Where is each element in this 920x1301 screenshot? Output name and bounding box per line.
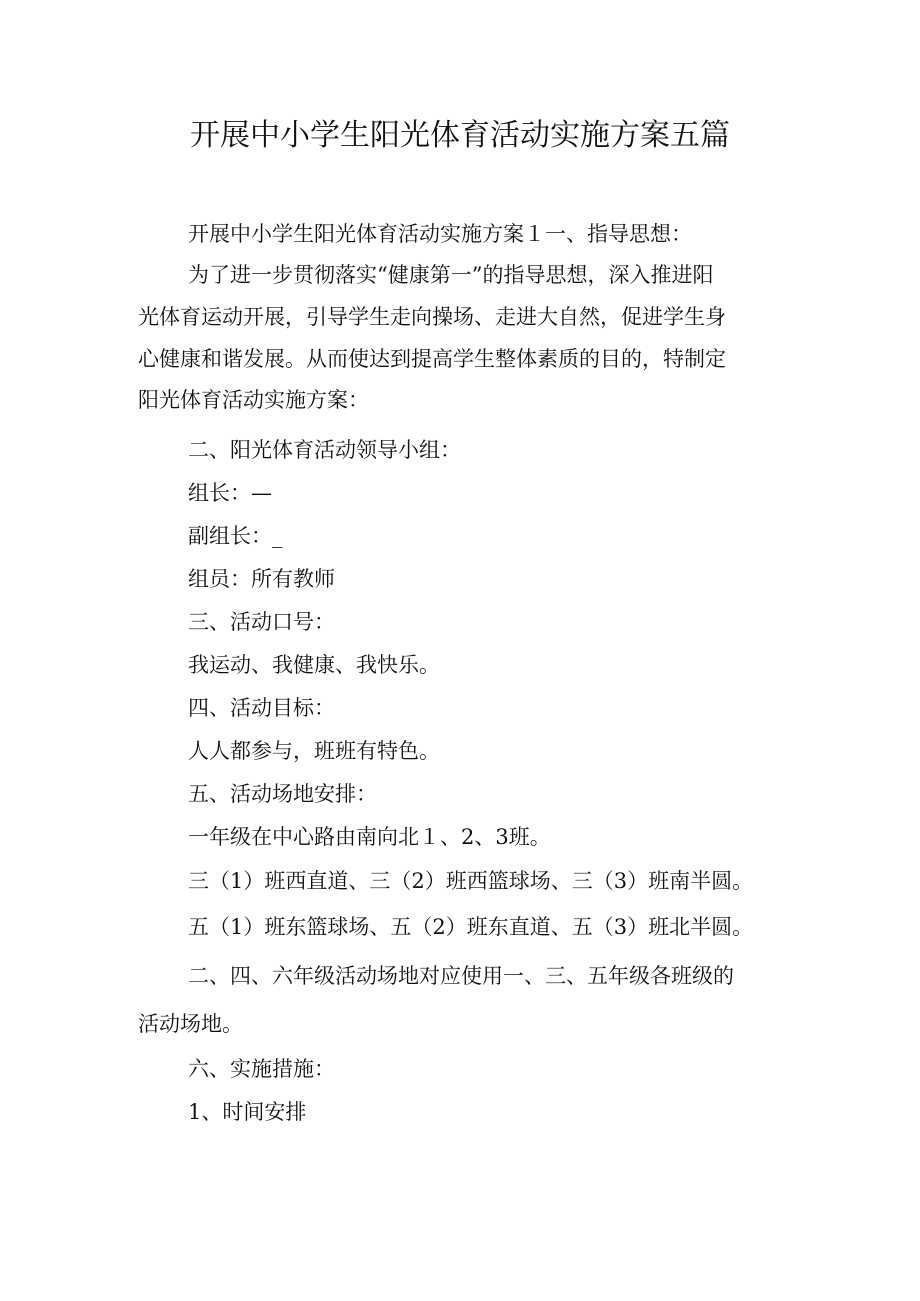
section-heading: 六、实施措施： — [188, 1057, 335, 1081]
document-title: 开展中小学生阳光体育活动实施方案五篇 — [190, 118, 730, 153]
paragraph-line: 为了进一步贯彻落实“健康第一”的指导思想，深入推进阳 — [188, 263, 714, 287]
paragraph-line: 心健康和谐发展。从而使达到提高学生整体素质的目的，特制定 — [138, 347, 726, 371]
section-heading: 三、活动口号： — [188, 610, 335, 634]
paragraph-line: 副组长：_ — [188, 524, 283, 548]
section-heading: 四、活动目标： — [188, 696, 335, 720]
paragraph-line: 三（1）班西直道、三（2）班西篮球场、三（3）班南半圆。 — [188, 869, 754, 893]
paragraph-line: 五（1）班东篮球场、五（2）班东直道、五（3）班北半圆。 — [188, 915, 754, 939]
section-heading: 二、阳光体育活动领导小组： — [188, 438, 461, 462]
paragraph-line: 组长：— — [188, 481, 272, 505]
section-heading: 五、活动场地安排： — [188, 782, 377, 806]
paragraph-line: 人人都参与，班班有特色。 — [188, 739, 440, 763]
paragraph-line: 组员：所有教师 — [188, 567, 335, 591]
paragraph-line: 二、四、六年级活动场地对应使用一、三、五年级各班级的 — [188, 964, 734, 988]
paragraph-line: 开展中小学生阳光体育活动实施方案１一、指导思想： — [188, 222, 692, 246]
paragraph-line: 活动场地。 — [138, 1012, 243, 1036]
paragraph-line: 我运动、我健康、我快乐。 — [188, 653, 440, 677]
paragraph-line: 光体育运动开展，引导学生走向操场、走进大自然，促进学生身 — [138, 305, 726, 329]
paragraph-line: 1、时间安排 — [188, 1100, 307, 1124]
paragraph-line: 一年级在中心路由南向北１、2、3班。 — [188, 825, 551, 849]
paragraph-line: 阳光体育活动实施方案： — [138, 388, 369, 412]
